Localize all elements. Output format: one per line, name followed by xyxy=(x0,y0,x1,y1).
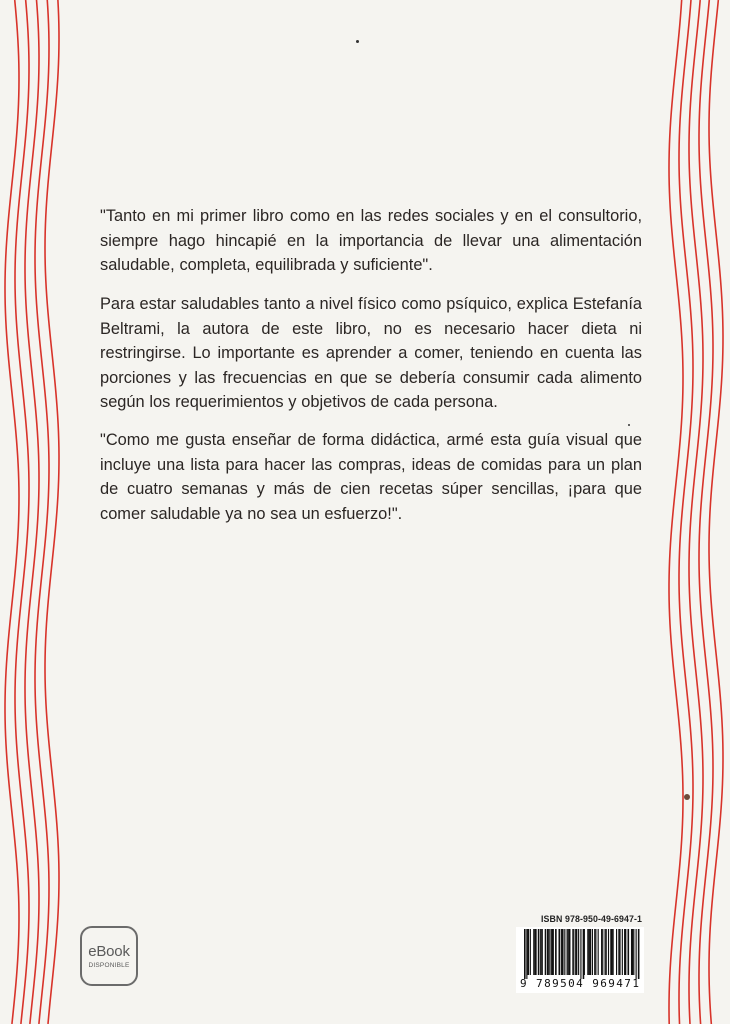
barcode-bar xyxy=(527,929,529,975)
barcode-bar xyxy=(578,929,579,975)
border-line xyxy=(669,0,683,1024)
barcode-bar xyxy=(632,929,633,975)
barcode-bar xyxy=(628,929,630,975)
quote-paragraph-1 xyxy=(100,204,642,278)
barcode-bar xyxy=(553,929,554,975)
barcode-bar xyxy=(611,929,612,975)
barcode-bar xyxy=(545,929,547,975)
barcode-bar xyxy=(530,929,531,975)
barcode-bar xyxy=(555,929,557,975)
description-paragraph xyxy=(100,292,642,415)
barcode-bar xyxy=(576,929,578,975)
isbn-label: ISBN 978-950-49-6947-1 xyxy=(541,914,642,924)
barcode-bar xyxy=(605,929,606,975)
paragraph-text: "Como me gusta enseñar de forma didáctica, armé esta guía visual que incluye una lista para hacer las compras, ideas de comidas para un plan de cuatro semanas y más de cien recetas súper sencillas, ¡para que comer saludable ya no sea un esfuerzo!". xyxy=(100,431,642,523)
barcode-bar xyxy=(590,929,592,975)
barcode-bar xyxy=(584,929,585,975)
barcode-bar xyxy=(625,929,626,975)
barcode-bar xyxy=(567,929,568,975)
border-line xyxy=(35,0,49,1024)
quote-paragraph-2 xyxy=(100,428,642,526)
barcode-bar xyxy=(636,929,637,979)
left-wavy-border xyxy=(0,0,70,1024)
paragraph-text: Para estar saludables tanto a nivel físico como psíquico, explica Estefanía Beltrami, la autora de este libro, no es necesario hacer dieta ni restringirse. Lo importante es aprender a comer, teniendo en cuenta las porciones y las frecuencias en que se debería consumir cada alimento según los requerimientos y objetivos de cada persona. xyxy=(100,295,642,411)
dust-speck xyxy=(356,40,359,43)
barcode-bar xyxy=(575,929,576,975)
barcode-bar xyxy=(594,929,595,975)
barcode-bar xyxy=(524,929,526,979)
barcode-bar xyxy=(595,929,596,975)
barcode-bar xyxy=(601,929,602,975)
barcode-bars xyxy=(516,927,644,979)
barcode-bar xyxy=(619,929,620,975)
barcode-bar xyxy=(568,929,569,975)
barcode-bar xyxy=(613,929,614,975)
barcode-digits: 9 789504 969471 xyxy=(520,977,641,990)
right-wavy-border xyxy=(660,0,730,1024)
barcode-bar xyxy=(541,929,543,975)
barcode-bar xyxy=(533,929,534,975)
border-line xyxy=(699,0,713,1024)
barcode-bar xyxy=(608,929,609,975)
barcode-bar xyxy=(572,929,574,975)
ebook-badge-subtitle: DISPONIBLE xyxy=(88,962,130,969)
barcode-bar xyxy=(540,929,541,975)
barcode-bar xyxy=(569,929,571,975)
barcode-bar xyxy=(633,929,634,975)
barcode-bar xyxy=(550,929,551,975)
barcode-bar xyxy=(606,929,607,975)
dust-speck xyxy=(628,424,630,426)
border-line xyxy=(709,0,723,1024)
barcode-bar xyxy=(526,929,527,979)
barcode-bar xyxy=(547,929,548,975)
barcode-bar xyxy=(602,929,603,975)
barcode-bar xyxy=(592,929,593,975)
barcode-bar xyxy=(618,929,619,975)
ebook-badge-title: eBook xyxy=(88,943,130,960)
barcode-bar xyxy=(588,929,589,975)
barcode-bar xyxy=(580,929,581,979)
barcode-bar xyxy=(564,929,565,975)
barcode xyxy=(516,927,644,993)
barcode-bar xyxy=(559,929,561,975)
barcode-bar xyxy=(638,929,640,979)
ebook-badge xyxy=(80,926,138,986)
barcode-bar xyxy=(562,929,564,975)
barcode-bar xyxy=(561,929,562,975)
barcode-bar xyxy=(598,929,599,975)
barcode-bar xyxy=(536,929,537,975)
barcode-bar xyxy=(616,929,617,975)
border-line xyxy=(25,0,39,1024)
barcode-bar xyxy=(538,929,540,975)
barcode-bar xyxy=(548,929,550,975)
paragraph-text: "Tanto en mi primer libro como en las redes sociales y en el consultorio, siempre hago hincapié en la importancia de llevar una alimentación saludable, completa, equilibrada y suficiente". xyxy=(100,207,642,274)
barcode-bar xyxy=(587,929,588,975)
border-line xyxy=(5,0,19,1024)
barcode-bar xyxy=(622,929,623,975)
dust-speck xyxy=(684,794,690,800)
